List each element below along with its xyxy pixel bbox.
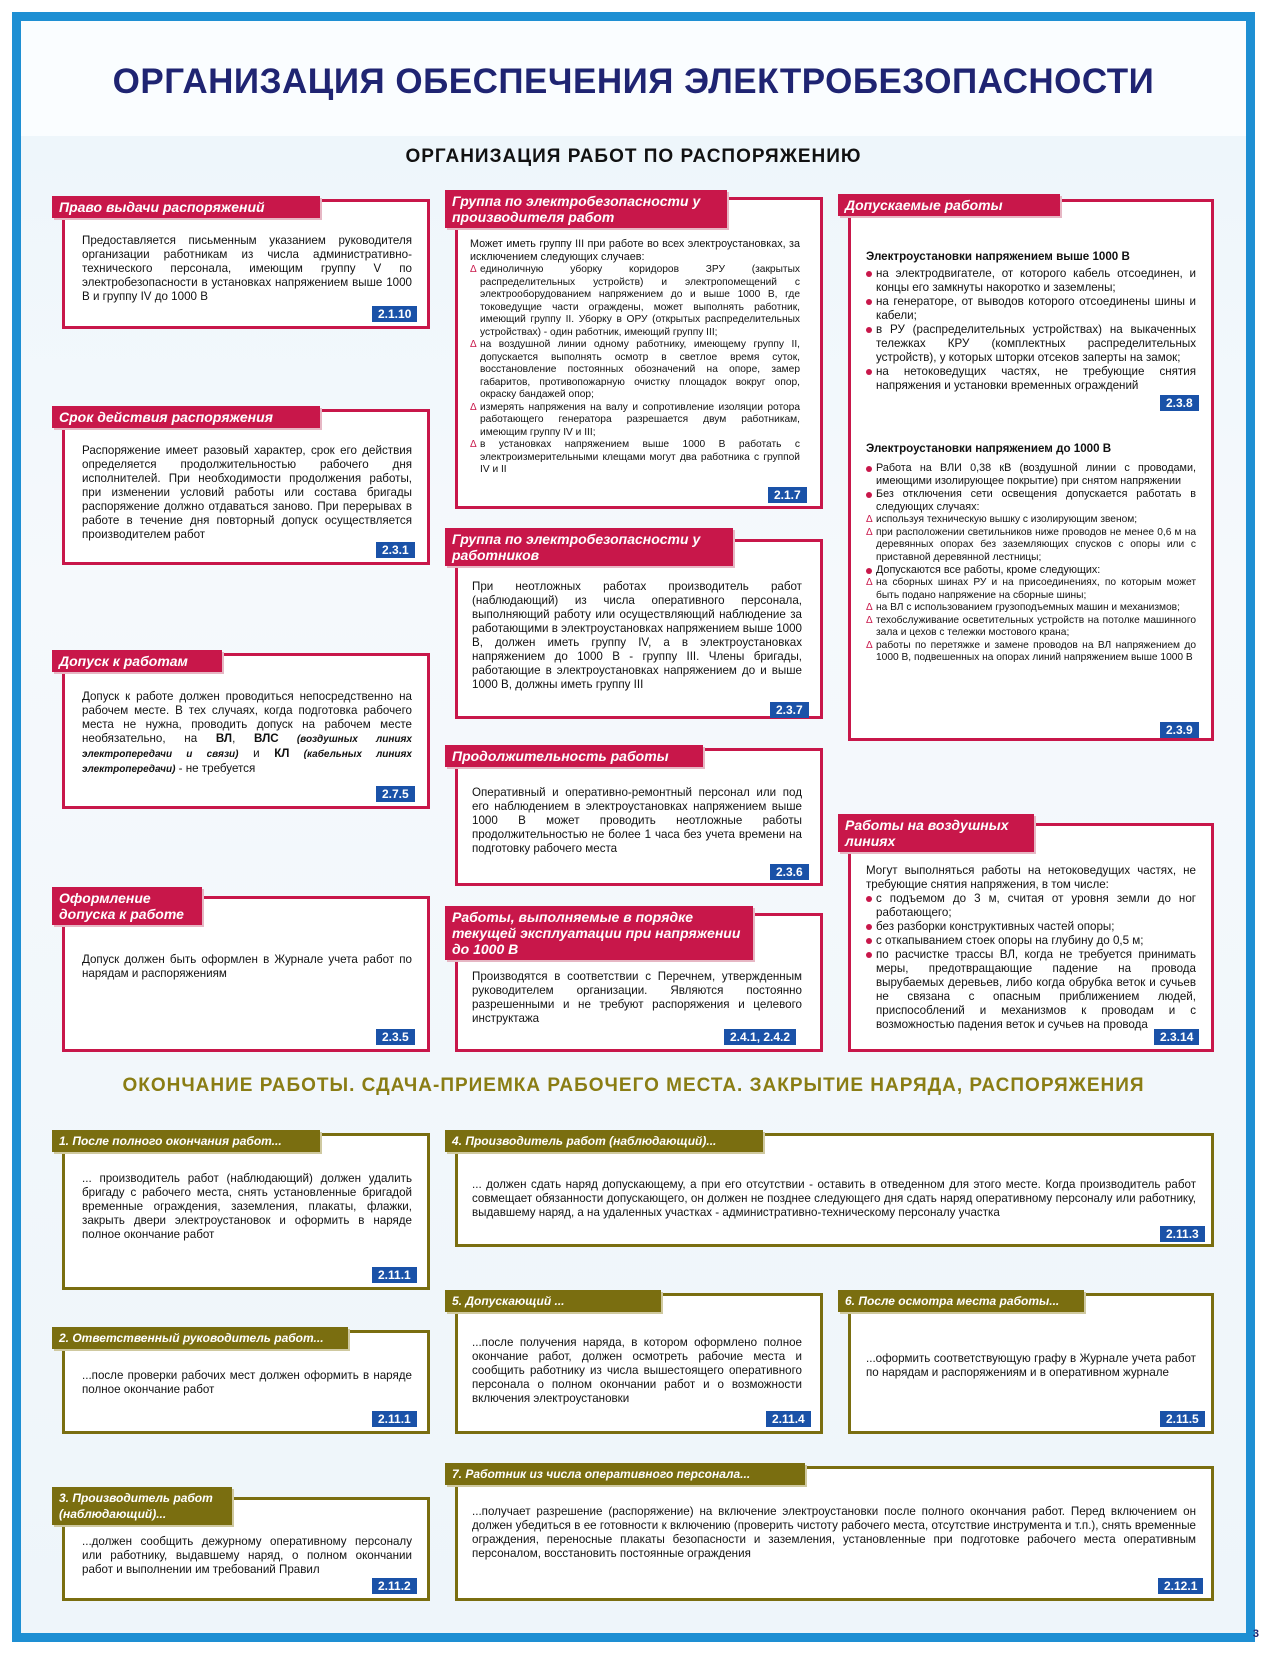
- box-e5-text: ...после получения наряда, в котором оформлено полное окончание работ, должен осмотреть рабочие места и сообщить работнику из числа вышестоящего оперативного персонала о полном окончании работ и о возможности включения электроустановки: [472, 1336, 802, 1405]
- box-e7-ref: 2.12.1: [1158, 1578, 1203, 1594]
- box-dopusk-title: Допуск к работам: [52, 650, 222, 672]
- box-srok-text: Распоряжение имеет разовый характер, срок его действия определяется продолжительностью рабочего дня исполнителей. При необходимости продолжения работы, при изменении условий работы или состава бригады распоряжение должно отдаваться заново. При перерывах в работе в течение дня повторный допуск осуществляется производителем работ: [82, 444, 412, 541]
- vozd-item-1: с подъемом до 3 м, считая от уровня земли до ног работающего;: [866, 892, 1196, 920]
- box-gruppa-rab-ref: 2.3.7: [770, 702, 809, 718]
- box-dopusk-raboty-title: Допускаемые работы: [838, 194, 1060, 216]
- dopusk-vls: ВЛС: [253, 732, 279, 745]
- dopusk-raboty-list1-item-1: на электродвигателе, от которого кабель отсоединен, и концы его замкнуты накоротко и заземлены;: [866, 267, 1196, 295]
- box-vozd-ref: 2.3.14: [1154, 1029, 1199, 1045]
- gruppa-proizv-intro: Может иметь группу III при работе во всех электроустановках, за исключением следующих случаев:: [470, 238, 800, 263]
- dopusk-raboty-h2: Электроустановки напряжением до 1000 В: [866, 442, 1112, 455]
- main-title: ОРГАНИЗАЦИЯ ОБЕСПЕЧЕНИЯ ЭЛЕКТРОБЕЗОПАСНОСТИ: [112, 62, 1155, 101]
- box-pravo-title: Право выдачи распоряжений: [52, 196, 320, 218]
- box-e2-text: ...после проверки рабочих мест должен оформить в наряде полное окончание работ: [82, 1369, 412, 1396]
- box-dopusk-text: [82, 690, 412, 777]
- gruppa-proizv-item-3: Δ измерять напряжения на валу и сопротивление изоляции ротора работающего генератора разрешается двум работникам, имеющим группу IV и III;: [470, 402, 800, 440]
- dopusk-raboty-list1-item-4: на нетоковедущих частях, не требующие снятия напряжения и установки временных ограждений: [866, 365, 1196, 393]
- vozd-item-2: без разборки конструктивных частей опоры;: [866, 920, 1196, 934]
- box-gruppa-rab-title: Группа по электробезопасности у работников: [445, 528, 733, 566]
- box-e5-ref: 2.11.4: [766, 1411, 811, 1427]
- box-oformlenie-ref: 2.3.5: [376, 1029, 415, 1045]
- box-e3-title: 3. Производитель работ (наблюдающий)...: [52, 1487, 232, 1525]
- dopusk-comma: ,: [232, 732, 254, 745]
- dopusk-raboty-tri2-item-2: Δ на ВЛ с использованием грузоподъемных машин и механизмов;: [866, 602, 1196, 615]
- dopusk-vls-note: (воздушных линиях электропередачи и связи): [82, 734, 412, 760]
- box-e1-ref: 2.11.1: [372, 1267, 417, 1283]
- dopusk-kl-note: (кабельных линиях электропередачи): [82, 749, 412, 775]
- box-tekush-ref: 2.4.1, 2.4.2: [724, 1029, 796, 1045]
- box-prodolzh-title: Продолжительность работы: [445, 745, 703, 767]
- box-prodolzh-ref: 2.3.6: [770, 864, 809, 880]
- dopusk-raboty-list2-a: Работа на ВЛИ 0,38 кВ (воздушной линии с проводами, имеющими изолирующее покрытие) при снятом напряжении: [866, 462, 1196, 488]
- dopusk-raboty-list2-b: Без отключения сети освещения допускается работать в следующих случаях:: [866, 488, 1196, 514]
- box-tekush-text: Производятся в соответствии с Перечнем, утвержденным руководителем организации. Являются постоянно разрешенными и не требуют распоряжения и целевого инструктажа: [472, 970, 802, 1025]
- dopusk-raboty-list1-item-2: на генераторе, от выводов которого отсоединены шины и кабели;: [866, 295, 1196, 323]
- box-dopusk-raboty-ref2: 2.3.9: [1160, 722, 1199, 738]
- box-e7-title: 7. Работник из числа оперативного персонала...: [445, 1463, 805, 1485]
- box-e1-text: ... производитель работ (наблюдающий) должен удалить бригаду с рабочего места, снять установленные бригадой временные ограждения, заземления, плакаты, флажки, закрыть двери электроустановок и оформить в наряде полное окончание работ: [82, 1172, 412, 1241]
- box-gruppa-proizv-ref: 2.1.7: [768, 487, 807, 503]
- box-gruppa-proizv-title: Группа по электробезопасности у производителя работ: [445, 190, 727, 228]
- box-e1-title: 1. После полного окончания работ...: [52, 1130, 320, 1152]
- dopusk-kl: КЛ: [274, 747, 290, 760]
- dopusk-raboty-tri1-item-1: Δ используя техническую вышку с изолирующим звеном;: [866, 514, 1196, 527]
- box-e4-ref: 2.11.3: [1160, 1226, 1205, 1242]
- dopusk-raboty-tri2-item-3: Δ техобслуживание осветительных устройств на потолке машинного зала и цехов с тележки мостового крана;: [866, 615, 1196, 640]
- box-e2-ref: 2.11.1: [372, 1411, 417, 1427]
- dopusk-text-main: Допуск к работе должен проводиться непосредственно на рабочем месте. В тех случаях, когда подготовка рабочего места не нужна, проводить допуск на рабочем месте необязательно, на: [82, 690, 412, 745]
- box-prodolzh-text: Оперативный и оперативно-ремонтный персонал или под его наблюдением в электроустановках напряжением выше 1000 В может проводить неотложные работы продолжительностью не более 1 часа без учета времени на подготовку рабочего места: [472, 786, 802, 855]
- dopusk-raboty-list2-c: Допускаются все работы, кроме следующих:: [866, 564, 1196, 577]
- gruppa-proizv-item-2: Δ на воздушной линии одному работнику, имеющему группу II, допускается выполнять осмотр в светлое время суток, восстановление постоянных обозначений на опоре, замер габаритов, противопожарную очистку площадок вокруг опор, окраску бандажей опор;: [470, 339, 800, 402]
- section-title-orders: ОРГАНИЗАЦИЯ РАБОТ ПО РАСПОРЯЖЕНИЮ: [405, 146, 862, 167]
- box-dopusk-raboty-text2: [866, 442, 1196, 665]
- vozd-item-3: с откапыванием стоек опоры на глубину до 0,5 м;: [866, 934, 1196, 948]
- dopusk-raboty-h1: Электроустановки напряжением выше 1000 В: [866, 250, 1130, 263]
- box-oformlenie-text: Допуск должен быть оформлен в Журнале учета работ по нарядам и распоряжениям: [82, 953, 412, 980]
- box-e2-title: 2. Ответственный руководитель работ...: [52, 1327, 348, 1349]
- box-e6-ref: 2.11.5: [1160, 1411, 1205, 1427]
- vozd-intro: Могут выполняться работы на нетоковедущих частях, не требующие снятия напряжения, в том числе:: [866, 864, 1196, 891]
- page-number: 3: [1252, 1628, 1259, 1640]
- dopusk-raboty-tri2-item-4: Δ работы по перетяжке и замене проводов на ВЛ напряжением до 1000 В, подвешенных на опорах линий напряжением выше 1000 В: [866, 640, 1196, 665]
- section-title-completion: ОКОНЧАНИЕ РАБОТЫ. СДАЧА-ПРИЕМКА РАБОЧЕГО МЕСТА. ЗАКРЫТИЕ НАРЯДА, РАСПОРЯЖЕНИЯ: [122, 1075, 1145, 1096]
- box-e3-ref: 2.11.2: [372, 1578, 417, 1594]
- box-e3-text: ...должен сообщить дежурному оперативному персоналу или работнику, выдавшему наряд, о полном окончании работ и выполнении им требований Правил: [82, 1535, 412, 1576]
- vozd-item-4: по расчистке трассы ВЛ, когда не требуется принимать меры, предотвращающие падение на провода вырубаемых деревьев, либо когда обрубка веток и сучьев не связана с опасным приближением людей, приспособлений и механизмов к проводам и с возможностью падения веток и сучьев на провода: [866, 948, 1196, 1032]
- box-dopusk-raboty-text: [866, 250, 1196, 393]
- box-gruppa-proizv-text: [470, 238, 800, 477]
- box-oformlenie-title: Оформление допуска к работе: [52, 887, 202, 925]
- box-srok-ref: 2.3.1: [376, 542, 415, 558]
- box-srok-title: Срок действия распоряжения: [52, 406, 320, 428]
- dopusk-and: и: [238, 747, 275, 760]
- box-e5-title: 5. Допускающий ...: [445, 1290, 661, 1312]
- box-dopusk-ref: 2.7.5: [376, 786, 415, 802]
- box-e4-text: ... должен сдать наряд допускающему, а при его отсутствии - оставить в отведенном для этого месте. Когда производитель работ совмещает обязанности допускающего, он должен не позднее следующего дня сдать наряд оперативному персоналу или работнику, выдавшему наряд, а на удаленных участках - административно-техническому персоналу участка: [472, 1178, 1196, 1219]
- box-vozd-title: Работы на воздушных линиях: [838, 814, 1034, 852]
- dopusk-tail: - не требуется: [175, 762, 256, 775]
- box-pravo-text: Предоставляется письменным указанием руководителя организации работникам из числа административно-технического персонала, имеющим группу V по электробезопасности в установках напряжением выше 1000 В и группу IV до 1000 В: [82, 234, 412, 303]
- box-gruppa-rab-text: При неотложных работах производитель работ (наблюдающий) из числа оперативного персонала, выполняющий работу или осуществляющий наблюдение за работающими в электроустановках напряжением выше 1000 В, должен иметь группу IV, а в электроустановках напряжением до 1000 В - группу III. Члены бригады, работающие в электроустановках напряжением до и выше 1000 В, должны иметь группу III: [472, 580, 802, 691]
- box-e6-title: 6. После осмотра места работы...: [838, 1290, 1084, 1312]
- box-e7-text: ...получает разрешение (распоряжение) на включение электроустановки после полного окончания работ. Перед включением он должен убедиться в ее готовности к включению (проверить чистоту рабочего места, отсутствие инструмента и т.п.), снять временные ограждения, переносные плакаты безопасности и заземления, установленные при подготовке рабочего места оперативным персоналом, восстановить постоянные ограждения: [472, 1505, 1196, 1560]
- dopusk-raboty-list1-item-3: в РУ (распределительных устройствах) на выкаченных тележках КРУ (комплектных распределительных устройств), у которых шторки отсеков заперты на замок;: [866, 323, 1196, 365]
- dopusk-raboty-tri1-item-2: Δ при расположении светильников ниже проводов не менее 0,6 м на деревянных опорах без заземляющих спусков с опоры или с приставной деревянной лестницы;: [866, 527, 1196, 565]
- gruppa-proizv-item-4: Δ в установках напряжением выше 1000 В работать с электроизмерительными клещами могут два работника с группой IV и II: [470, 439, 800, 477]
- box-vozd-text: [866, 864, 1196, 1032]
- box-e4-title: 4. Производитель работ (наблюдающий)...: [445, 1130, 763, 1152]
- box-e6-text: ...оформить соответствующую графу в Журнале учета работ по нарядам и распоряжениям и в оперативном журнале: [866, 1352, 1196, 1379]
- dopusk-vl: ВЛ: [215, 732, 233, 745]
- box-pravo-ref: 2.1.10: [372, 306, 417, 322]
- gruppa-proizv-item-1: Δ единоличную уборку коридоров ЗРУ (закрытых распределительных устройств) и электропомещений с электрооборудованием напряжением до и выше 1000 В, где токоведущие части ограждены, может выполнять работник, имеющий группу II. Уборку в ОРУ (открытых распределительных устройствах) - один работник, имеющий группу III;: [470, 264, 800, 339]
- box-dopusk-raboty-ref1: 2.3.8: [1160, 395, 1199, 411]
- dopusk-raboty-tri2-item-1: Δ на сборных шинах РУ и на присоединениях, по которым может быть подано напряжение на сборные шины;: [866, 577, 1196, 602]
- box-tekush-title: Работы, выполняемые в порядке текущей эксплуатации при напряжении до 1000 В: [445, 906, 753, 960]
